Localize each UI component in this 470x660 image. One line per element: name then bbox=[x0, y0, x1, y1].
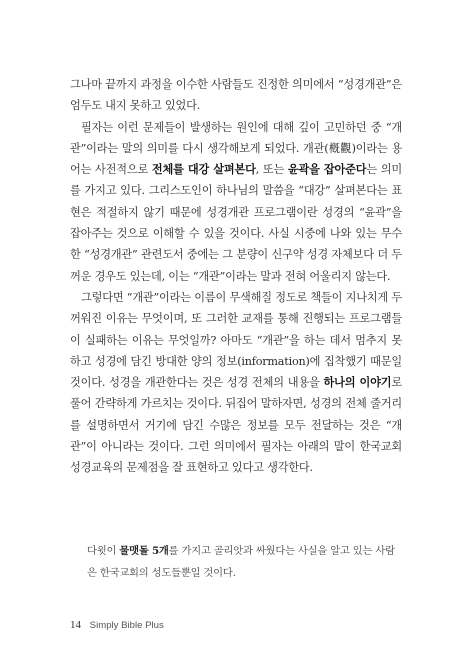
book-title: Simply Bible Plus bbox=[89, 620, 164, 631]
paragraph-3 bbox=[70, 287, 402, 479]
text-run: 그렇다면 “개관”이라는 이름이 무색해질 정도로 책들이 지나치게 두꺼워진 이유는 무엇이며, 또 그러한 교재를 통해 진행되는 프로그램들이 실패하는 이유는 무엇일까? 아마도 “개관”을 하는 데서 멈추지 못하고 성경에 담긴 방대한 양의 정보(information)에 집착했기 때문일 것이다. 성경을 개관한다는 것은 성경 전체의 내용을 bbox=[70, 290, 402, 390]
page-footer bbox=[70, 619, 164, 631]
highlighted-quote bbox=[87, 540, 399, 584]
emphasis-text: 윤곽을 잡아준다 bbox=[287, 162, 367, 177]
quote-text bbox=[87, 540, 399, 584]
text-run: 필자는 이런 문제들이 발생하는 원인에 대해 깊이 고민하던 중 “개관”이라는 말의 의미를 다시 생각해보게 되었다. 개관(槪觀)이라는 용어는 사전적으로 bbox=[70, 120, 402, 177]
text-run: 다윗이 bbox=[87, 545, 120, 557]
paragraph-2 bbox=[70, 117, 402, 287]
text-run: , 또는 bbox=[255, 163, 288, 177]
paragraph-1 bbox=[70, 74, 402, 117]
text-run: 를 가지고 골리앗과 싸웠다는 사실을 알고 있는 사람은 한국교회의 성도들뿐일 것이다. bbox=[87, 545, 395, 579]
text-run: 는 의미를 가지고 있다. 그리스도인이 하나님의 말씀을 “대강” 살펴본다는 표현은 적절하지 않기 때문에 성경개관 프로그램이란 성경의 “윤곽”을 잡아주는 것으로 이해할 수 있을 것이다. 사실 시중에 나와 있는 무수한 “성경개관” 관련도서 중에는 그 분량이 신구약 성경 자체보다 더 두꺼운 경우도 있는데, 이는 “개관”이라는 말과 전혀 어울리지 않는다. bbox=[70, 163, 402, 283]
emphasis-text: 전체를 대강 살펴본다 bbox=[151, 162, 256, 177]
emphasis-text: 물맷돌 5개 bbox=[119, 545, 169, 557]
text-run: 로 풀어 간략하게 가르치는 것이다. 뒤집어 말하자면, 성경의 전체 줄거리를 설명하면서 거기에 담긴 수많은 정보를 모두 전달하는 것은 “개관”이 아니라는 것이다. 그런 의미에서 필자는 아래의 말이 한국교회 성경교육의 문제점을 잘 표현하고 있다고 생각한다. bbox=[70, 376, 402, 475]
emphasis-text: 하나의 이야기 bbox=[323, 375, 392, 390]
text-run: 그나마 끝까지 과정을 이수한 사람들도 진정한 의미에서 “성경개관”은 엄두도 내지 못하고 있었다. bbox=[70, 78, 402, 113]
page-number: 14 bbox=[70, 619, 81, 631]
main-body-text bbox=[70, 74, 402, 479]
